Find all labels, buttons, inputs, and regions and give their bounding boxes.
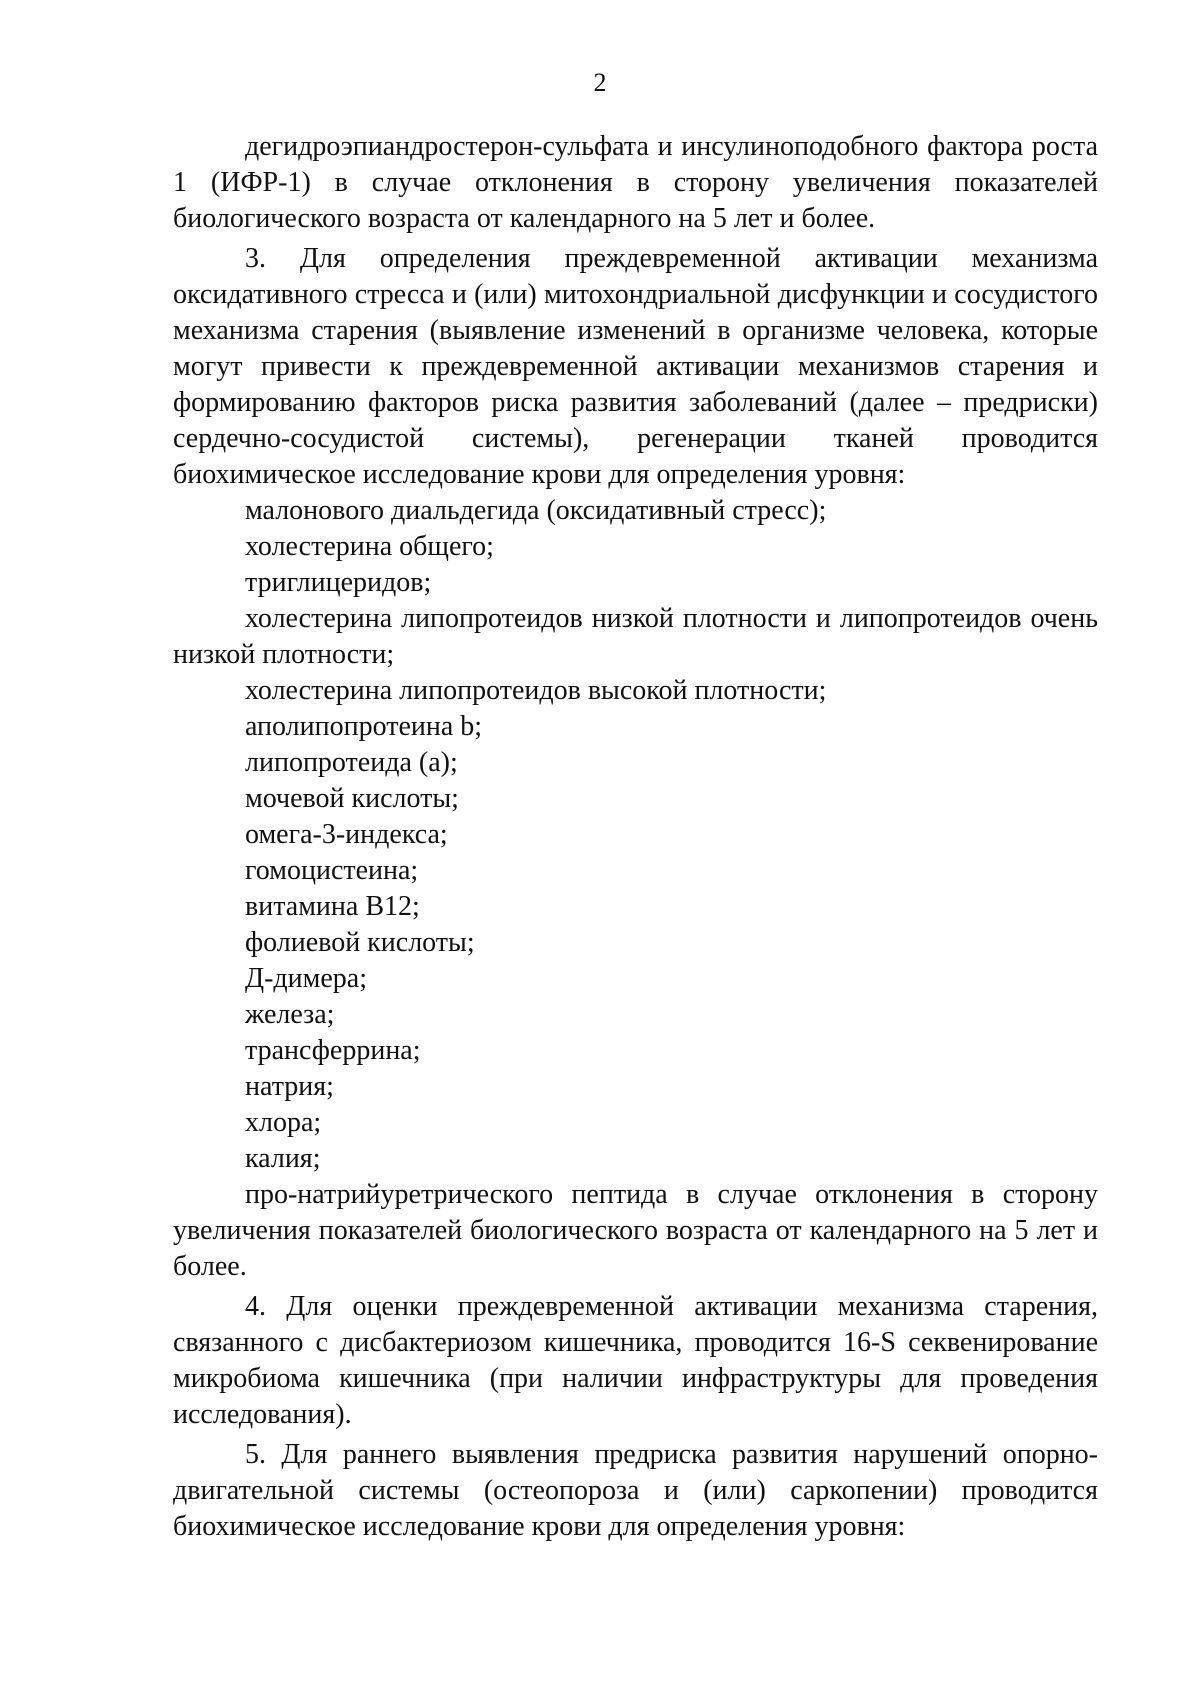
document-body [173,129,1098,1545]
list-item: омега-3-индекса; [245,819,448,850]
list-item-wrapped: холестерина липопротеидов низкой плотности и липопротеидов очень низкой плотности; [173,603,1098,670]
list-item: калия; [245,1143,321,1174]
list-item: Д-димера; [245,963,368,994]
list-item: триглицеридов; [245,567,432,598]
list-item: липопротеида (а); [245,747,458,778]
list-item: гомоцистеина; [245,855,419,886]
paragraph-item-5: 5. Для раннего выявления предриска развития нарушений опорно-двигательной системы (остеопороза и (или) саркопении) проводится биохимическое исследование крови для определения уровня: [173,1439,1098,1542]
list-item: холестерина липопротеидов высокой плотности; [245,675,827,706]
paragraph-continuation: дегидроэпиандростерон-сульфата и инсулиноподобного фактора роста 1 (ИФР-1) в случае отклонения в сторону увеличения показателей биологического возраста от календарного на 5 лет и более. [173,131,1098,234]
list-item: железа; [245,999,335,1030]
list-item: трансферрина; [245,1035,421,1066]
paragraph-item-4: 4. Для оценки преждевременной активации механизма старения, связанного с дисбактериозом кишечника, проводится 16-S секвенирование микробиома кишечника (при наличии инфраструктуры для проведения исследования). [173,1291,1098,1430]
list-item-wrapped: про-натрийуретрического пептида в случае отклонения в сторону увеличения показателей биологического возраста от календарного на 5 лет и более. [173,1179,1098,1282]
list-item: фолиевой кислоты; [245,927,475,958]
list-item: холестерина общего; [245,531,494,562]
list-item: малонового диальдегида (оксидативный стресс); [245,495,827,526]
list-item: мочевой кислоты; [245,783,459,814]
paragraph-item-3: 3. Для определения преждевременной активации механизма оксидативного стресса и (или) митохондриальной дисфункции и сосудистого механизма старения (выявление изменений в организме человека, которые могут привести к преждевременной активации механизмов старения и формированию факторов риска развития заболеваний (далее – предриски) сердечно-сосудистой системы), регенерации тканей проводится биохимическое исследование крови для определения уровня: [173,243,1098,490]
list-item: аполипопротеина b; [245,711,483,742]
list-item: хлора; [245,1107,322,1138]
list-item: натрия; [245,1071,334,1102]
list-item: витамина В12; [245,891,420,922]
page-number: 2 [593,68,607,97]
